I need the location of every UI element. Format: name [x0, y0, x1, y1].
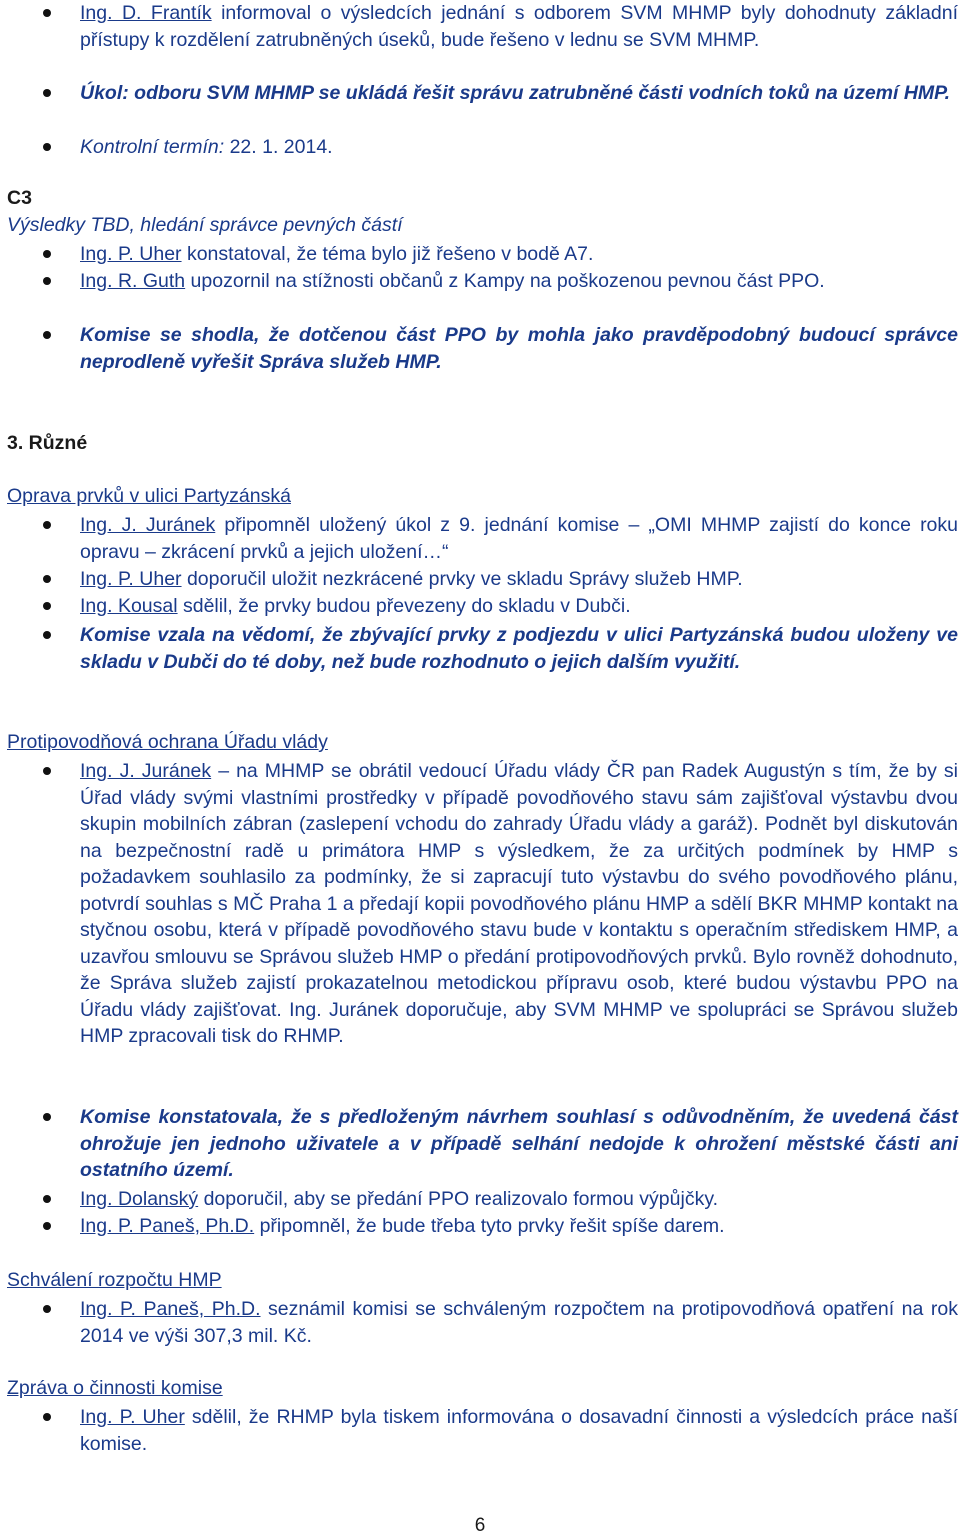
- bullet: [43, 575, 51, 583]
- person-name: Ing. J. Juránek: [80, 514, 216, 536]
- subsection-title: Oprava prvků v ulici Partyzánská: [7, 485, 291, 507]
- person-name: Ing. R. Guth: [80, 270, 186, 292]
- item-text: doporučil uložit nezkrácené prvky ve skladu Správy služeb HMP.: [181, 568, 743, 590]
- item-text: seznámil komisi se schváleným rozpočtem na protipovodňová opatření na rok 2014 ve výši 307,3 mil. Kč.: [80, 1298, 958, 1347]
- item-text: upozornil na stížnosti občanů z Kampy na poškozenou pevnou část PPO.: [185, 270, 825, 292]
- resolution-item: Komise se shodla, že dotčenou část PPO by mohla jako pravděpodobný budoucí správce neprodleně vyřešit Správa služeb HMP.: [80, 324, 958, 373]
- bullet: [43, 1113, 51, 1121]
- person-name: Ing. P. Paneš, Ph.D.: [80, 1215, 255, 1237]
- list-item: [80, 1296, 958, 1349]
- bullet: [43, 143, 51, 151]
- bullet: [43, 1413, 51, 1421]
- list-item: [80, 566, 958, 593]
- section-code: C3: [7, 187, 32, 209]
- resolution-item: Komise konstatovala, že s předloženým návrhem souhlasí s odůvodněním, že uvedená část ohrožuje jen jednoho uživatele a v případě selhání nedojde k ohrožení městské části ani ostatního území.: [80, 1106, 958, 1181]
- deadline-value: 22. 1. 2014.: [224, 136, 333, 158]
- person-name: Ing. P. Uher: [80, 568, 182, 590]
- section-title: [7, 430, 87, 456]
- bullet: [43, 1195, 51, 1203]
- deadline-item: [80, 134, 958, 161]
- task-item: Úkol: odboru SVM MHMP se ukládá řešit správu zatrubněné části vodních toků na území HMP.: [80, 82, 951, 104]
- person-name: Ing. P. Uher: [80, 243, 182, 265]
- subsection-title: Schválení rozpočtu HMP: [7, 1269, 222, 1291]
- bullet: [43, 602, 51, 610]
- item-text: sdělil, že RHMP byla tiskem informována o dosavadní činnosti a výsledcích práce naší komise.: [80, 1406, 958, 1455]
- list-item: [80, 593, 958, 620]
- item-text: připomněl, že bude třeba tyto prvky řešit spíše darem.: [254, 1215, 725, 1237]
- bullet: [43, 331, 51, 339]
- list-item: [80, 1186, 958, 1213]
- person-name: Ing. P. Paneš, Ph.D.: [80, 1298, 261, 1320]
- list-item: [80, 512, 958, 565]
- bullet: [43, 521, 51, 529]
- person-name: Ing. J. Juránek: [80, 760, 212, 782]
- bullet: [43, 89, 51, 97]
- list-item: [80, 0, 958, 53]
- item-text: sdělil, že prvky budou převezeny do skladu v Dubči.: [177, 595, 631, 617]
- subsection-title: Protipovodňová ochrana Úřadu vlády: [7, 731, 328, 753]
- person-name: Ing. Kousal: [80, 595, 178, 617]
- resolution-item: Komise vzala na vědomí, že zbývající prvky z podjezdu v ulici Partyzánská budou uloženy ve skladu v Dubči do té doby, než bude rozhodnuto o jejich dalším využití.: [80, 624, 958, 673]
- section-title: Výsledky TBD, hledání správce pevných částí: [7, 214, 403, 236]
- list-item: [80, 1404, 958, 1457]
- list-item: [80, 758, 958, 1050]
- item-text: – na MHMP se obrátil vedoucí Úřadu vlády ČR pan Radek Augustýn s tím, že by si Úřad vlády svými vlastními prostředky v případě povodňového stavu sám zajišťoval výstavbu dvou skupin mobilních zábran (zaslepení vchodu do zahrady Úřadu vlády a garáž). Podnět byl diskutován na bezpečnostní radě u primátora HMP s výsledkem, že za určitých podmínek by HMP s požadavkem souhlasilo za podmínky, že si zapracují tuto výstavbu do svého povodňového plánu, potvrdí souhlas s MČ Praha 1 a předají kopii povodňového plánu HMP a sdělí BKR MHMP kontakt na styčnou osobu, která v případě povodňového stavu bude v kontaktu s operačním střediskem HMP, a uzavřou smlouvu se Správou služeb HMP o předání protipovodňových prvků. Bylo rovněž dohodnuto, že Správa služeb zajistí prokazatelnou metodickou přípravu osob, které budou výstavbu PPO na Úřadu vlády zajišťovat. Ing. Juránek doporučuje, aby SVM MHMP ve spolupráci se Správou služeb HMP zpracovali tisk do RHMP.: [80, 760, 959, 1047]
- bullet: [43, 277, 51, 285]
- list-item: [80, 1213, 958, 1240]
- page-number: 6: [474, 1515, 486, 1536]
- item-text: informoval o výsledcích jednání s odborem SVM MHMP byly dohodnuty základní přístupy k rozdělení zatrubněných úseků, bude řešeno v lednu se SVM MHMP.: [80, 2, 959, 51]
- person-name: Ing. Dolanský: [80, 1188, 199, 1210]
- bullet: [43, 1222, 51, 1230]
- item-text: připomněl uložený úkol z 9. jednání komise – „OMI MHMP zajistí do konce roku opravu – zkrácení prvků a jejich uložení…“: [80, 514, 958, 563]
- bullet: [43, 767, 51, 775]
- person-name: Ing. P. Uher: [80, 1406, 185, 1428]
- person-name: Ing. D. Frantík: [80, 2, 212, 24]
- bullet: [43, 9, 51, 17]
- subsection-title: Zpráva o činnosti komise: [7, 1377, 223, 1399]
- list-item: [80, 268, 958, 295]
- item-text: konstatoval, že téma bylo již řešeno v bodě A7.: [181, 243, 594, 265]
- bullet: [43, 1305, 51, 1313]
- list-item: [80, 241, 958, 268]
- section-heading-text: 3. Různé: [7, 432, 88, 454]
- bullet: [43, 631, 51, 639]
- deadline-label: Kontrolní termín:: [80, 136, 225, 158]
- item-text: doporučil, aby se předání PPO realizovalo formou výpůjčky.: [198, 1188, 719, 1210]
- bullet: [43, 250, 51, 258]
